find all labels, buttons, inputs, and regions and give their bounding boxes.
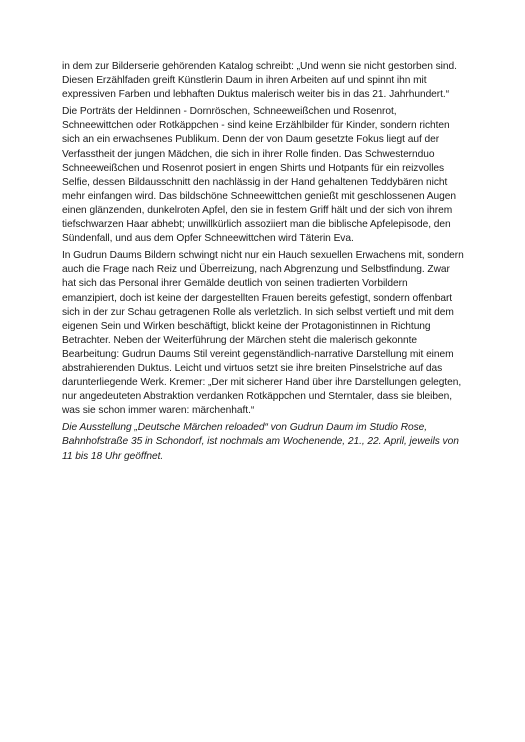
paragraph-intro: in dem zur Bilderserie gehörenden Katalog schreibt: „Und wenn sie nicht gestorben sind. Diesen Erzählfaden greift Künstlerin Daum in ihren Arbeiten auf und spinnt ihn mit expressiven Farben und lebhaften Duktus malerisch weiter bis in das 21. Jahrhundert.“	[62, 61, 457, 101]
paragraph-portraits: Die Porträts der Heldinnen - Dornröschen, Schneeweißchen und Rosenrot, Schneewittchen oder Rotkäppchen - sind keine Erzählbilder für Kinder, sondern richten sich an ein erwachsenes Publikum. Denn der von Daum gesetzte Fokus liegt auf der Verfasstheit der jungen Mädchen, die sich in ihrer Rolle finden. Das Schwesternduo Schneeweißchen und Rosenrot posiert in engen Shirts und Hotpants für ein reizvolles Selfie, dessen Bildausschnitt den nachlässig in der Hand gehaltenen Teddybären nicht mehr einfangen wird. Das bildschöne Schneewittchen genießt mit geschlossenen Augen einen glänzenden, dunkelroten Apfel, den sie in festem Griff hält und der sich von ihrem tiefschwarzen Haar abhebt; unwillkürlich assoziiert man die biblische Apfelepisode, den Sündenfall, und aus dem Opfer Schneewittchen wird Täterin Eva.	[62, 106, 457, 245]
article-text	[62, 60, 464, 467]
paragraph-analysis: In Gudrun Daums Bildern schwingt nicht nur ein Hauch sexuellen Erwachens mit, sondern auch die Frage nach Reiz und Überreizung, nach Abgrenzung und Selbstfindung. Zwar hat sich das Personal ihrer Gemälde deutlich von seinen tradierten Vorbildern emanzipiert, doch ist keine der dargestellten Frauen bereits gefestigt, sondern offenbart sich in der zur Schau getragenen Rolle als verletzlich. In sich selbst vertieft und mit dem eigenen Sein und Wirken beschäftigt, blickt keine der Protagonistinnen in Richtung Betrachter. Neben der Weiterführung der Märchen steht die malerisch gekonnte Bearbeitung: Gudrun Daums Stil vereint gegenständlich-narrative Darstellung mit einem abstrahierenden Duktus. Leicht und virtuos setzt sie ihre breiten Pinselstriche auf das darunterliegende Werk. Kremer: „Der mit sicherer Hand über ihre Darstellungen gelegten, nur angedeuteten Abstraktion verdanken Rotkäppchen und Sterntaler, dass sie bleiben, was sie schon immer waren: märchenhaft.“	[62, 250, 464, 417]
exhibition-note: Die Ausstellung „Deutsche Märchen reloaded“ von Gudrun Daum im Studio Rose, Bahnhofstraße 35 in Schondorf, ist nochmals am Wochenende, 21., 22. April, jeweils von 11 bis 18 Uhr geöffnet.	[62, 422, 459, 462]
